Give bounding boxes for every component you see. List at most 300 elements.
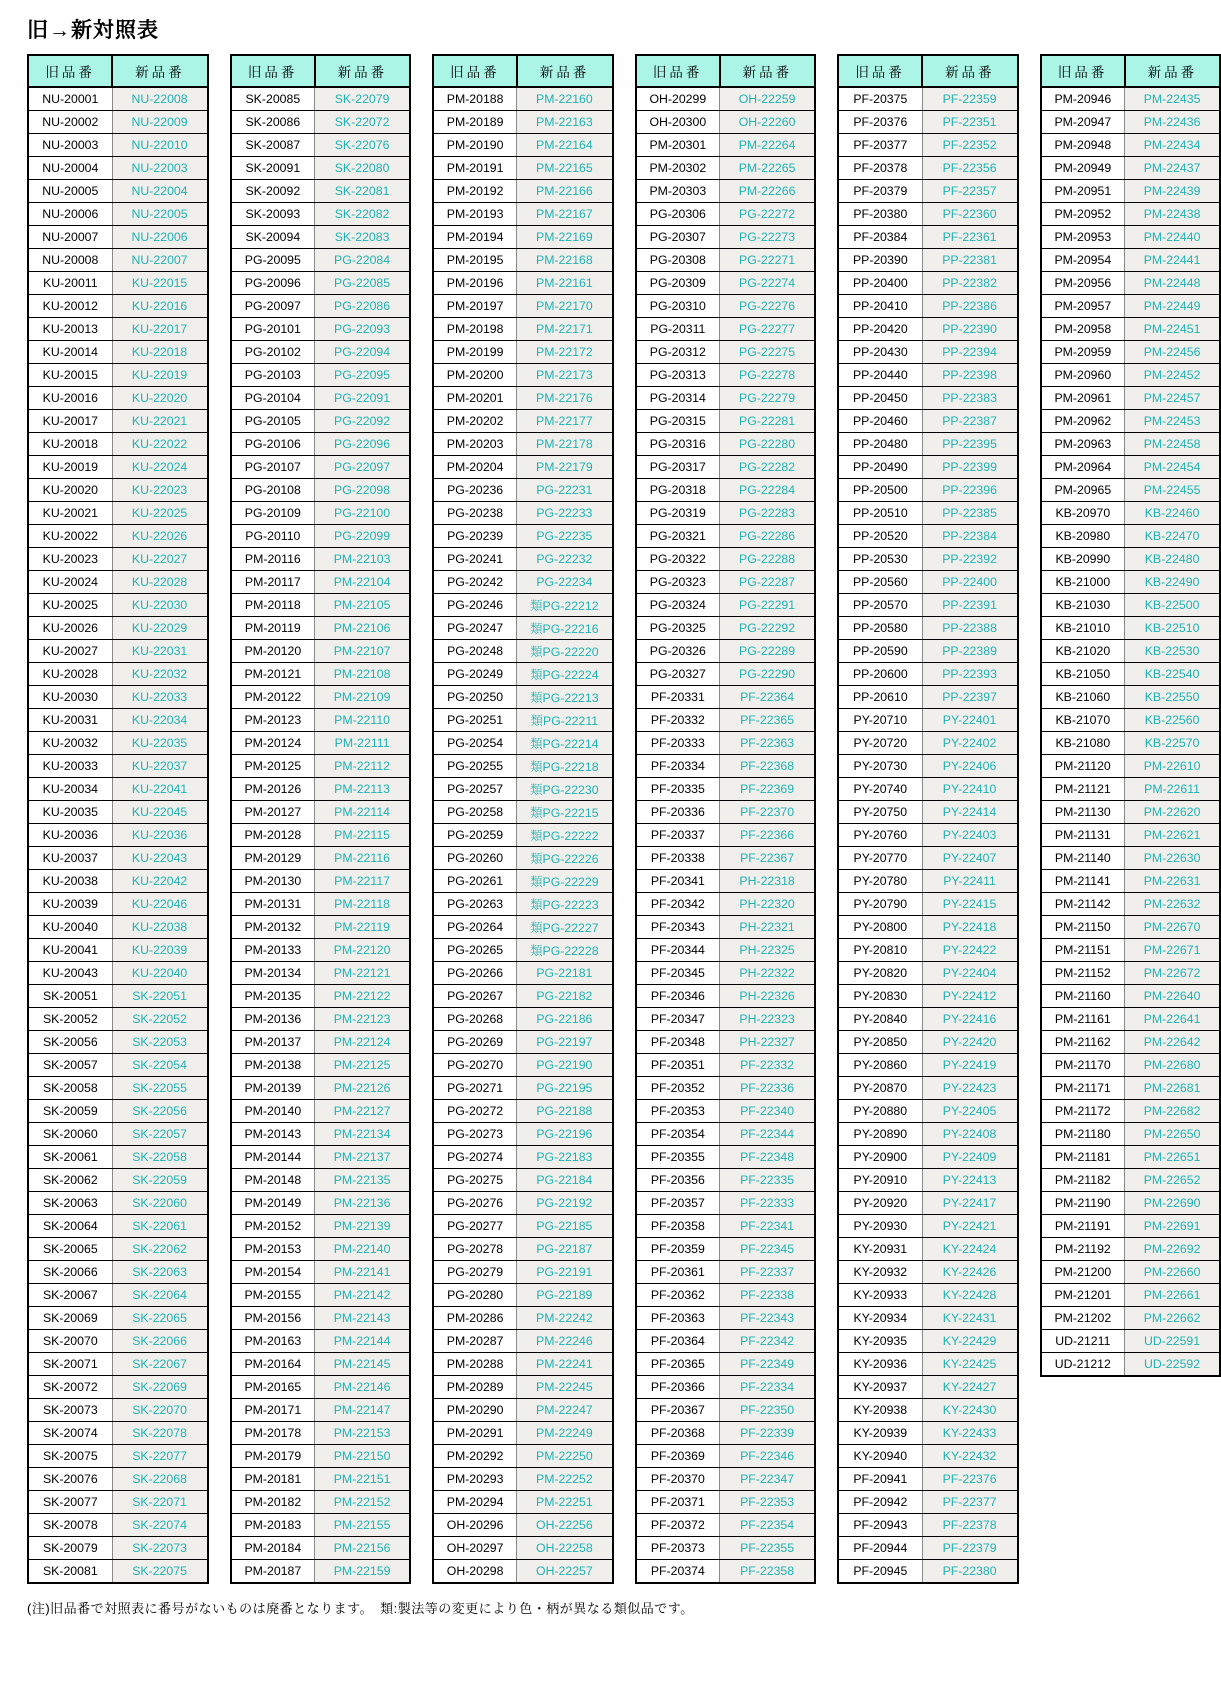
new-part-number: PG-22271 (720, 249, 815, 272)
table-row (28, 686, 208, 709)
new-part-number: 類PG-22214 (517, 732, 613, 755)
table-row (838, 1031, 1018, 1054)
old-part-number: PM-20136 (231, 1008, 315, 1031)
table-row (433, 111, 613, 134)
table-row (231, 1560, 411, 1584)
table-row (433, 157, 613, 180)
new-part-number: PM-22108 (315, 663, 410, 686)
table-row (1041, 916, 1221, 939)
table-row (838, 502, 1018, 525)
old-part-number: PM-21141 (1041, 870, 1125, 893)
old-part-number: NU-20008 (28, 249, 112, 272)
column-header-new: 新品番 (112, 55, 207, 87)
new-part-number: PG-22093 (315, 318, 410, 341)
new-part-number: 類PG-22227 (517, 916, 613, 939)
table-row (28, 893, 208, 916)
table-row (433, 249, 613, 272)
table-row (1041, 1353, 1221, 1377)
new-part-number: PM-22682 (1125, 1100, 1220, 1123)
new-part-number: PF-22337 (720, 1261, 815, 1284)
new-part-number: PM-22455 (1125, 479, 1220, 502)
new-part-number: PP-22398 (922, 364, 1017, 387)
old-part-number: PM-21150 (1041, 916, 1125, 939)
old-part-number: KY-20931 (838, 1238, 922, 1261)
old-part-number: PF-20333 (636, 732, 720, 755)
new-part-number: 類PG-22213 (517, 686, 613, 709)
old-part-number: KU-20020 (28, 479, 112, 502)
old-part-number: KU-20028 (28, 663, 112, 686)
table-row (231, 962, 411, 985)
new-part-number: KY-22432 (922, 1445, 1017, 1468)
new-part-number: KB-22490 (1125, 571, 1220, 594)
old-part-number: PF-20375 (838, 87, 922, 111)
table-row (231, 203, 411, 226)
table-row (433, 755, 613, 778)
new-part-number: PM-22118 (315, 893, 410, 916)
new-part-number: PG-22186 (517, 1008, 613, 1031)
old-part-number: PF-20376 (838, 111, 922, 134)
new-part-number: PF-22369 (720, 778, 815, 801)
old-part-number: KU-20034 (28, 778, 112, 801)
new-part-number: SK-22080 (315, 157, 410, 180)
new-part-number: PP-22386 (922, 295, 1017, 318)
new-part-number: KU-22021 (112, 410, 207, 433)
table-row (1041, 870, 1221, 893)
table-row (838, 364, 1018, 387)
new-part-number: PG-22184 (517, 1169, 613, 1192)
old-part-number: PM-21202 (1041, 1307, 1125, 1330)
table-row (838, 916, 1018, 939)
table-row (838, 341, 1018, 364)
old-part-number: PG-20314 (636, 387, 720, 410)
table-row (28, 364, 208, 387)
table-row (231, 1238, 411, 1261)
table-row (1041, 295, 1221, 318)
table-row (231, 1514, 411, 1537)
table-row (838, 1468, 1018, 1491)
table-row (838, 272, 1018, 295)
new-part-number: PG-22188 (517, 1100, 613, 1123)
table-row (231, 387, 411, 410)
old-part-number: PM-20190 (433, 134, 517, 157)
new-part-number: PM-22265 (720, 157, 815, 180)
new-part-number: PF-22354 (720, 1514, 815, 1537)
table-row (636, 1284, 816, 1307)
table-row (433, 272, 613, 295)
new-part-number: KY-22424 (922, 1238, 1017, 1261)
new-part-number: PP-22397 (922, 686, 1017, 709)
table-row (28, 1146, 208, 1169)
table-row (433, 479, 613, 502)
new-part-number: PF-22344 (720, 1123, 815, 1146)
table-row (28, 1031, 208, 1054)
table-row (838, 1353, 1018, 1376)
old-part-number: PM-20196 (433, 272, 517, 295)
table-row (636, 1445, 816, 1468)
table-row (636, 203, 816, 226)
old-part-number: OH-20299 (636, 87, 720, 111)
table-row (28, 1054, 208, 1077)
old-part-number: PM-20948 (1041, 134, 1125, 157)
old-part-number: PM-21120 (1041, 755, 1125, 778)
table-row (636, 663, 816, 686)
table-row (636, 548, 816, 571)
table-row (28, 1491, 208, 1514)
old-part-number: PG-20110 (231, 525, 315, 548)
new-part-number: PM-22107 (315, 640, 410, 663)
old-part-number: PM-20293 (433, 1468, 517, 1491)
new-part-number: PM-22143 (315, 1307, 410, 1330)
table-row (636, 893, 816, 916)
table-row (433, 985, 613, 1008)
old-part-number: PM-20963 (1041, 433, 1125, 456)
old-part-number: OH-20297 (433, 1537, 517, 1560)
new-part-number: KU-22018 (112, 341, 207, 364)
old-part-number: PF-20374 (636, 1560, 720, 1584)
new-part-number: PF-22379 (922, 1537, 1017, 1560)
old-part-number: PF-20371 (636, 1491, 720, 1514)
table-row (28, 1376, 208, 1399)
new-part-number: PF-22358 (720, 1560, 815, 1584)
table-row (838, 1537, 1018, 1560)
new-part-number: PG-22274 (720, 272, 815, 295)
new-part-number: PF-22342 (720, 1330, 815, 1353)
new-part-number: PM-22662 (1125, 1307, 1220, 1330)
old-part-number: PM-20195 (433, 249, 517, 272)
new-part-number: PF-22377 (922, 1491, 1017, 1514)
old-part-number: KY-20937 (838, 1376, 922, 1399)
old-part-number: NU-20006 (28, 203, 112, 226)
table-row (838, 1261, 1018, 1284)
new-part-number: PM-22134 (315, 1123, 410, 1146)
old-part-number: PG-20263 (433, 893, 517, 916)
new-part-number: PM-22452 (1125, 364, 1220, 387)
new-part-number: PF-22351 (922, 111, 1017, 134)
new-part-number: PM-22145 (315, 1353, 410, 1376)
table-row (433, 87, 613, 111)
new-part-number: PM-22142 (315, 1284, 410, 1307)
table-row (838, 318, 1018, 341)
table-row (28, 985, 208, 1008)
old-part-number: PF-20361 (636, 1261, 720, 1284)
new-part-number: KU-22027 (112, 548, 207, 571)
new-part-number: PM-22631 (1125, 870, 1220, 893)
old-part-number: PF-20334 (636, 755, 720, 778)
new-part-number: PM-22115 (315, 824, 410, 847)
new-part-number: NU-22004 (112, 180, 207, 203)
old-part-number: PF-20346 (636, 985, 720, 1008)
table-row (838, 1077, 1018, 1100)
old-part-number: PM-20949 (1041, 157, 1125, 180)
new-part-number: 類PG-22223 (517, 893, 613, 916)
new-part-number: PY-22402 (922, 732, 1017, 755)
new-part-number: PY-22405 (922, 1100, 1017, 1123)
table-row (838, 479, 1018, 502)
new-part-number: 類PG-22229 (517, 870, 613, 893)
new-part-number: PY-22409 (922, 1146, 1017, 1169)
table-row (838, 433, 1018, 456)
new-part-number: KU-22043 (112, 847, 207, 870)
old-part-number: PG-20259 (433, 824, 517, 847)
table-row (1041, 525, 1221, 548)
table-row (636, 617, 816, 640)
table-row (433, 640, 613, 663)
table-row (231, 272, 411, 295)
new-part-number: PM-22119 (315, 916, 410, 939)
old-part-number: PM-20952 (1041, 203, 1125, 226)
old-part-number: PM-20198 (433, 318, 517, 341)
old-part-number: SK-20061 (28, 1146, 112, 1169)
table-row (231, 594, 411, 617)
old-part-number: PM-20179 (231, 1445, 315, 1468)
new-part-number: PH-22322 (720, 962, 815, 985)
old-part-number: PG-20246 (433, 594, 517, 617)
table-row (838, 180, 1018, 203)
table-row (838, 87, 1018, 111)
old-part-number: KB-21000 (1041, 571, 1125, 594)
column-header-old: 旧品番 (231, 55, 315, 87)
new-part-number: PF-22380 (922, 1560, 1017, 1584)
table-row (636, 571, 816, 594)
table-row (433, 1445, 613, 1468)
new-part-number: PP-22396 (922, 479, 1017, 502)
table-row (838, 1238, 1018, 1261)
old-part-number: SK-20081 (28, 1560, 112, 1584)
table-row (231, 410, 411, 433)
old-part-number: PP-20580 (838, 617, 922, 640)
table-row (433, 226, 613, 249)
new-part-number: PG-22085 (315, 272, 410, 295)
old-part-number: PP-20460 (838, 410, 922, 433)
table-row (1041, 571, 1221, 594)
table-row (1041, 456, 1221, 479)
new-part-number: PY-22420 (922, 1031, 1017, 1054)
old-part-number: PM-21142 (1041, 893, 1125, 916)
old-part-number: KU-20043 (28, 962, 112, 985)
table-row (433, 1468, 613, 1491)
new-part-number: PM-22454 (1125, 456, 1220, 479)
old-part-number: OH-20296 (433, 1514, 517, 1537)
table-row (28, 640, 208, 663)
new-part-number: KU-22046 (112, 893, 207, 916)
new-part-number: PG-22292 (720, 617, 815, 640)
new-part-number: KU-22022 (112, 433, 207, 456)
new-part-number: PP-22388 (922, 617, 1017, 640)
new-part-number: SK-22059 (112, 1169, 207, 1192)
new-part-number: PY-22404 (922, 962, 1017, 985)
old-part-number: PM-20956 (1041, 272, 1125, 295)
table-row (231, 1284, 411, 1307)
new-part-number: PM-22116 (315, 847, 410, 870)
table-row (433, 180, 613, 203)
old-part-number: PM-20131 (231, 893, 315, 916)
old-part-number: PG-20276 (433, 1192, 517, 1215)
table-row (231, 1192, 411, 1215)
new-part-number: 類PG-22215 (517, 801, 613, 824)
table-row (1041, 226, 1221, 249)
table-row (231, 1537, 411, 1560)
new-part-number: PF-22332 (720, 1054, 815, 1077)
new-part-number: KU-22034 (112, 709, 207, 732)
old-part-number: PM-21130 (1041, 801, 1125, 824)
new-part-number: PG-22277 (720, 318, 815, 341)
table-row (433, 318, 613, 341)
new-part-number: PM-22691 (1125, 1215, 1220, 1238)
new-part-number: PF-22341 (720, 1215, 815, 1238)
new-part-number: 類PG-22230 (517, 778, 613, 801)
new-part-number: SK-22064 (112, 1284, 207, 1307)
new-part-number: PM-22120 (315, 939, 410, 962)
new-part-number: KY-22431 (922, 1307, 1017, 1330)
table-row (636, 318, 816, 341)
old-part-number: PF-20341 (636, 870, 720, 893)
table-row (1041, 939, 1221, 962)
new-part-number: SK-22075 (112, 1560, 207, 1584)
conversion-table-2 (230, 54, 412, 1584)
old-part-number: PG-20318 (636, 479, 720, 502)
old-part-number: PM-20154 (231, 1261, 315, 1284)
table-row (433, 1100, 613, 1123)
column-header-old: 旧品番 (28, 55, 112, 87)
old-part-number: PM-20144 (231, 1146, 315, 1169)
table-row (433, 732, 613, 755)
old-part-number: KU-20022 (28, 525, 112, 548)
table-row (1041, 1008, 1221, 1031)
table-row (838, 525, 1018, 548)
table-row (28, 1284, 208, 1307)
table-row (838, 1307, 1018, 1330)
old-part-number: PM-20965 (1041, 479, 1125, 502)
old-part-number: PF-20941 (838, 1468, 922, 1491)
new-part-number: PM-22166 (517, 180, 613, 203)
old-part-number: PM-20181 (231, 1468, 315, 1491)
table-row (433, 548, 613, 571)
column-header-new: 新品番 (315, 55, 410, 87)
old-part-number: PF-20358 (636, 1215, 720, 1238)
table-row (433, 502, 613, 525)
table-row (1041, 111, 1221, 134)
table-row (231, 686, 411, 709)
table-row (28, 226, 208, 249)
new-part-number: PH-22325 (720, 939, 815, 962)
table-row (1041, 180, 1221, 203)
new-part-number: PM-22176 (517, 387, 613, 410)
table-row (838, 1491, 1018, 1514)
table-row (231, 249, 411, 272)
new-part-number: PM-22610 (1125, 755, 1220, 778)
old-part-number: PM-20204 (433, 456, 517, 479)
old-part-number: PF-20357 (636, 1192, 720, 1215)
old-part-number: PP-20450 (838, 387, 922, 410)
old-part-number: SK-20074 (28, 1422, 112, 1445)
table-row (231, 456, 411, 479)
table-row (433, 617, 613, 640)
footnote: (注)旧品番で対照表に番号がないものは廃番となります。 類:製法等の変更により色・柄が異なる類似品です。 (27, 1601, 694, 1616)
table-row (1041, 663, 1221, 686)
old-part-number: PF-20367 (636, 1399, 720, 1422)
old-part-number: PM-21170 (1041, 1054, 1125, 1077)
old-part-number: PF-20366 (636, 1376, 720, 1399)
table-row (838, 939, 1018, 962)
table-row (231, 226, 411, 249)
table-row (231, 663, 411, 686)
old-part-number: PM-21190 (1041, 1192, 1125, 1215)
old-part-number: PF-20378 (838, 157, 922, 180)
old-part-number: PY-20900 (838, 1146, 922, 1169)
old-part-number: KU-20035 (28, 801, 112, 824)
new-part-number: PM-22264 (720, 134, 815, 157)
new-part-number: NU-22007 (112, 249, 207, 272)
old-part-number: PP-20430 (838, 341, 922, 364)
new-part-number: 類PG-22218 (517, 755, 613, 778)
new-part-number: PM-22171 (517, 318, 613, 341)
new-part-number: PG-22288 (720, 548, 815, 571)
old-part-number: PM-21161 (1041, 1008, 1125, 1031)
old-part-number: KU-20013 (28, 318, 112, 341)
table-row (231, 640, 411, 663)
new-part-number: PP-22381 (922, 249, 1017, 272)
new-part-number: PM-22252 (517, 1468, 613, 1491)
new-part-number: PM-22245 (517, 1376, 613, 1399)
table-row (231, 893, 411, 916)
new-part-number: KU-22026 (112, 525, 207, 548)
table-row (433, 1215, 613, 1238)
new-part-number: PM-22632 (1125, 893, 1220, 916)
old-part-number: PG-20260 (433, 847, 517, 870)
new-part-number: SK-22055 (112, 1077, 207, 1100)
old-part-number: SK-20072 (28, 1376, 112, 1399)
old-part-number: PM-21180 (1041, 1123, 1125, 1146)
table-row (636, 1307, 816, 1330)
table-row (1041, 502, 1221, 525)
new-part-number: PF-22346 (720, 1445, 815, 1468)
new-part-number: KY-22426 (922, 1261, 1017, 1284)
table-row (231, 1123, 411, 1146)
old-part-number: PF-20344 (636, 939, 720, 962)
new-part-number: KU-22020 (112, 387, 207, 410)
table-row (28, 1330, 208, 1353)
table-row (28, 778, 208, 801)
table-row (636, 1399, 816, 1422)
table-row (433, 1560, 613, 1584)
old-part-number: PF-20348 (636, 1031, 720, 1054)
table-row (433, 916, 613, 939)
new-part-number: PM-22440 (1125, 226, 1220, 249)
table-row (636, 479, 816, 502)
new-part-number: NU-22005 (112, 203, 207, 226)
old-part-number: PM-20951 (1041, 180, 1125, 203)
old-part-number: PM-21151 (1041, 939, 1125, 962)
page-title: 旧→新対照表 (27, 19, 159, 42)
old-part-number: SK-20092 (231, 180, 315, 203)
table-row (838, 295, 1018, 318)
table-row (28, 1100, 208, 1123)
old-part-number: KY-20935 (838, 1330, 922, 1353)
table-row (838, 410, 1018, 433)
table-row (231, 1491, 411, 1514)
old-part-number: PM-21160 (1041, 985, 1125, 1008)
new-part-number: PG-22187 (517, 1238, 613, 1261)
table-row (838, 134, 1018, 157)
old-part-number: PY-20820 (838, 962, 922, 985)
table-row (1041, 1077, 1221, 1100)
new-part-number: PG-22096 (315, 433, 410, 456)
old-part-number: KU-20015 (28, 364, 112, 387)
new-part-number: KB-22510 (1125, 617, 1220, 640)
old-part-number: PG-20268 (433, 1008, 517, 1031)
old-part-number: PM-20149 (231, 1192, 315, 1215)
old-part-number: PG-20257 (433, 778, 517, 801)
